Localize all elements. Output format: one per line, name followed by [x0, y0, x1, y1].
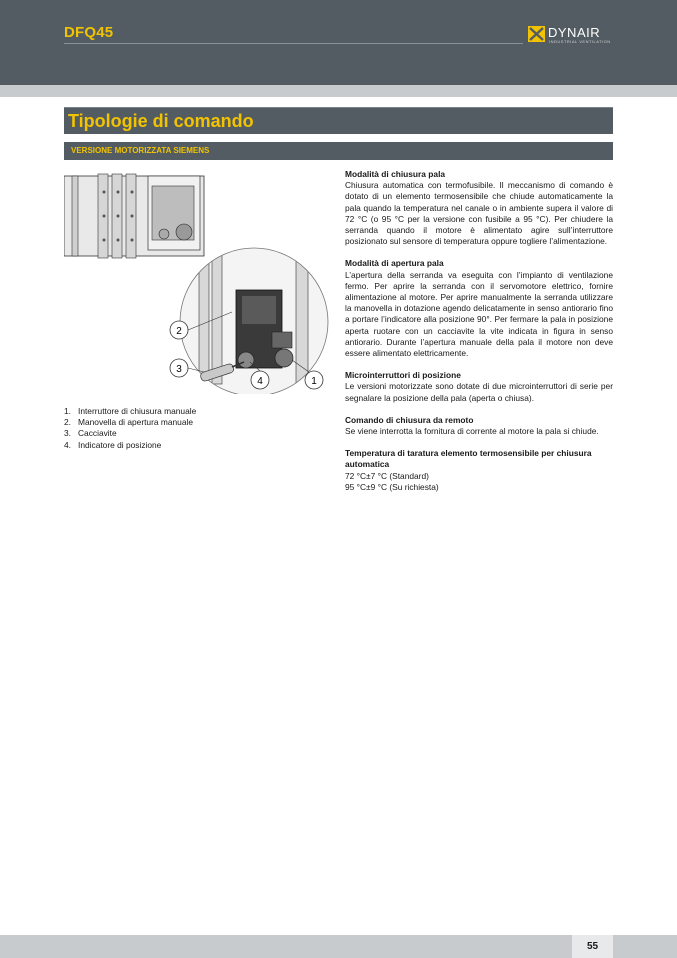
page-number: 55: [572, 935, 613, 958]
callout-2: 2: [176, 326, 182, 337]
section-opening: [345, 258, 613, 359]
header-rule: [64, 43, 523, 44]
section-remote-closing: [345, 415, 613, 437]
brand-logo: [528, 25, 618, 45]
legend-item: 3. Cacciavite: [64, 428, 117, 439]
model-code: DFQ45: [64, 24, 114, 41]
section-closing: [345, 169, 613, 247]
logo-text: DYNAIR: [548, 25, 601, 40]
section-heading: Modalità di chiusura pala: [345, 169, 446, 179]
legend-item: 4. Indicatore di posizione: [64, 439, 162, 450]
callout-3: 3: [176, 364, 182, 375]
section-title: Tipologie di comando: [68, 111, 254, 131]
section-subtitle-bar: [64, 142, 613, 160]
damper-figure: [64, 172, 334, 394]
section-heading: Microinterruttori di posizione: [345, 370, 461, 381]
section-text: Se viene interrotta la fornitura di corrente al motore la pala si chiude.: [345, 426, 599, 437]
section-heading: Comando di chiusura da remoto: [345, 414, 474, 425]
damper-illustration: [64, 172, 334, 394]
section-text: 72 °C±7 °C (Standard): [345, 470, 429, 481]
section-title-bar: [64, 107, 613, 134]
callout-1: 1: [311, 376, 317, 387]
text-column: [345, 169, 613, 504]
logo-subtext: INDUSTRIAL VENTILATION: [549, 39, 611, 44]
section-text: L’apertura della serranda va eseguita con l’impianto di ventilazione fermo. Per aprire la serranda con il servomotore elettrico, fornire alimentazione al motore. Per aprire manualmente la serranda utilizzare la manovella in dotazione agendo delicatamente in senso antiorario fino a portare l’indicatore alla posizione 90°. Per fermare la pala in posizione aperta ruotare con un cacciavite la vite indicata in figura in senso antiorario. Durante l’apertura manuale della pala il motore non deve essere alimentato elettricamente.: [345, 269, 613, 359]
section-text: 95 °C±9 °C (Su richiesta): [345, 481, 439, 492]
section-microswitches: [345, 370, 613, 404]
legend-item: 1. Interruttore di chiusura manuale: [64, 406, 197, 416]
logo-mark-icon: [528, 26, 545, 42]
header-strip: [0, 85, 677, 97]
figure-legend: [64, 406, 196, 451]
section-heading: Temperatura di taratura elemento termosensibile per chiusura automatica: [345, 448, 592, 470]
section-text: Chiusura automatica con termofusibile. Il meccanismo di comando è dotato di un elemento termosensibile che chiude automaticamente la pala quando la temperatura nel canale o in ambiente supera il valore di 72 °C (o 95 °C per la versione con fusibile a 95 °C). Per chiudere la serranda quando il motore è alimentato agire sull’interruttore posizionato sul sensore di temperatura oppure togliere l’alimentazione.: [345, 180, 613, 247]
section-text: Le versioni motorizzate sono dotate di due microinterruttori di serie per segnalare la posizione della pala (aperta o chiusa).: [345, 381, 613, 403]
legend-item: 2. Manovella di apertura manuale: [64, 417, 193, 428]
section-subtitle: VERSIONE MOTORIZZATA SIEMENS: [71, 146, 210, 155]
section-calibration-temperature: [345, 448, 613, 493]
section-heading: Modalità di apertura pala: [345, 258, 444, 269]
callout-4: 4: [257, 376, 263, 387]
